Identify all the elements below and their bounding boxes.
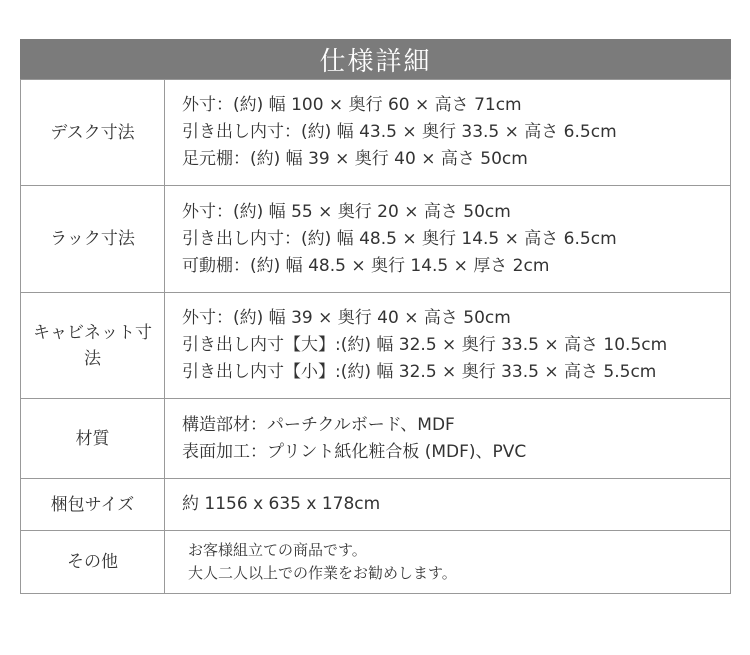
- spec-label: 梱包サイズ: [21, 479, 165, 531]
- spec-line: 引き出し内寸【小】:(約) 幅 32.5 × 奥行 33.5 × 高さ 5.5cm: [182, 362, 657, 382]
- spec-line: 外寸：(約) 幅 100 × 奥行 60 × 高さ 71cm: [182, 95, 522, 115]
- spec-line: 外寸：(約) 幅 55 × 奥行 20 × 高さ 50cm: [182, 201, 511, 222]
- spec-line: 大人二人以上での作業をお勧めします。: [188, 564, 457, 582]
- spec-value: [165, 399, 731, 479]
- spec-title: 仕様詳細: [20, 39, 731, 79]
- spec-label: キャビネット寸法: [21, 293, 165, 399]
- spec-value: [165, 293, 731, 399]
- spec-row-cabinet: [21, 293, 731, 399]
- spec-line: 外寸：(約) 幅 39 × 奥行 40 × 高さ 50cm: [182, 308, 511, 328]
- spec-label: その他: [21, 531, 165, 594]
- spec-label: 材質: [21, 399, 165, 479]
- spec-line: お客様組立ての商品です。: [188, 541, 367, 559]
- spec-value: [165, 479, 731, 531]
- spec-line: 構造部材：パーチクルボード、MDF: [182, 414, 455, 435]
- spec-label: ラック寸法: [21, 186, 165, 293]
- spec-line: 引き出し内寸【大】:(約) 幅 32.5 × 奥行 33.5 × 高さ 10.5cm: [182, 335, 668, 355]
- spec-line: 足元棚：(約) 幅 39 × 奥行 40 × 高さ 50cm: [182, 149, 528, 169]
- spec-value: [165, 80, 731, 186]
- spec-line: 約 1156 x 635 x 178cm: [182, 494, 381, 514]
- spec-row-desk: [21, 80, 731, 186]
- spec-line: 可動棚：(約) 幅 48.5 × 奥行 14.5 × 厚さ 2cm: [182, 255, 550, 276]
- spec-row-rack: [21, 186, 731, 293]
- spec-value: [165, 531, 731, 594]
- spec-row-other: [21, 531, 731, 594]
- spec-line: 表面加工：プリント紙化粧合板 (MDF)、PVC: [182, 441, 527, 462]
- spec-table: [20, 79, 731, 594]
- spec-row-material: [21, 399, 731, 479]
- spec-line: 引き出し内寸：(約) 幅 48.5 × 奥行 14.5 × 高さ 6.5cm: [182, 228, 617, 249]
- spec-label: デスク寸法: [21, 80, 165, 186]
- spec-value: [165, 186, 731, 293]
- spec-row-package: [21, 479, 731, 531]
- spec-line: 引き出し内寸：(約) 幅 43.5 × 奥行 33.5 × 高さ 6.5cm: [182, 122, 617, 142]
